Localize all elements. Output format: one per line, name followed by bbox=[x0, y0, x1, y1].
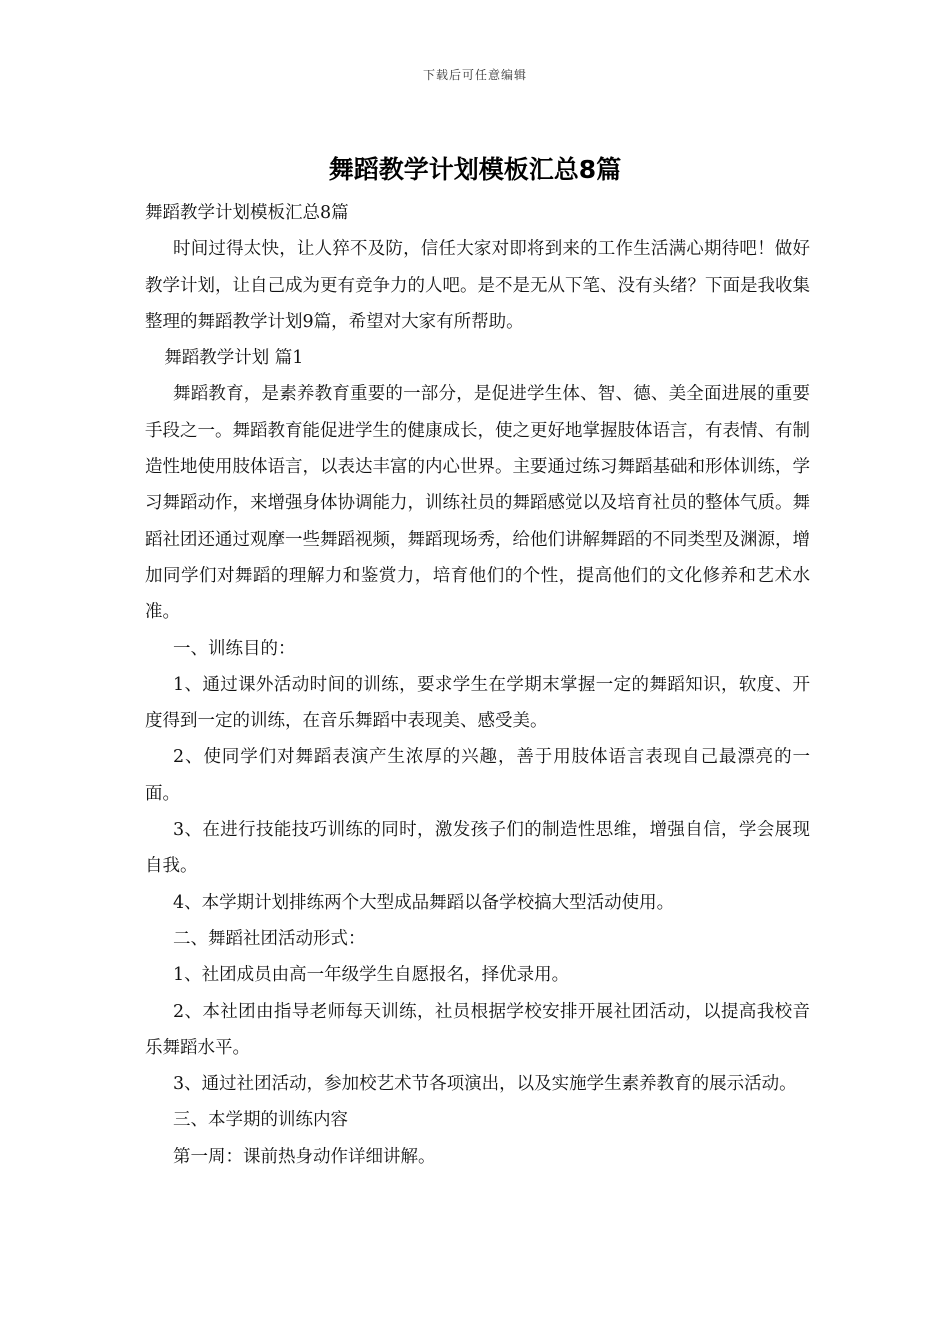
list-item: 2、本社团由指导老师每天训练，社员根据学校安排开展社团活动，以提高我校音乐舞蹈水平。 bbox=[145, 1001, 810, 1058]
intro-paragraph: 时间过得太快，让人猝不及防，信任大家对即将到来的工作生活满心期待吧！做好教学计划，让自己成为更有竞争力的人吧。是不是无从下笔、没有头绪？下面是我收集整理的舞蹈教学计划9篇，希望对大家有所帮助。 bbox=[145, 239, 810, 332]
list-item: 2、使同学们对舞蹈表演产生浓厚的兴趣，善于用肢体语言表现自己最漂亮的一面。 bbox=[145, 747, 810, 804]
section-heading-training-content: 三、本学期的训练内容 bbox=[173, 1110, 348, 1131]
list-item: 第一周：课前热身动作详细讲解。 bbox=[173, 1146, 436, 1167]
list-item: 3、通过社团活动，参加校艺术节各项演出，以及实施学生素养教育的展示活动。 bbox=[173, 1074, 797, 1095]
list-item: 3、在进行技能技巧训练的同时，激发孩子们的制造性思维，增强自信，学会展现自我。 bbox=[145, 820, 810, 877]
header-note: 下载后可任意编辑 bbox=[422, 68, 527, 82]
list-item: 4、本学期计划排练两个大型成品舞蹈以备学校搞大型活动使用。 bbox=[173, 892, 675, 913]
document-title: 舞蹈教学计划模板汇总8篇 bbox=[328, 155, 622, 184]
list-item: 1、通过课外活动时间的训练，要求学生在学期末掌握一定的舞蹈知识，软度、开度得到一定的训练，在音乐舞蹈中表现美、感受美。 bbox=[145, 674, 810, 732]
body-paragraph: 舞蹈教育，是素养教育重要的一部分，是促进学生体、智、德、美全面进展的重要手段之一。舞蹈教育能促进学生的健康成长，使之更好地掌握肢体语言，有表情、有制造性地使用肢体语言，以表达丰富的内心世界。主要通过练习舞蹈基础和形体训练，学习舞蹈动作，来增强身体协调能力，训练社员的舞蹈感觉以及培育社员的整体气质。舞蹈社团还通过观摩一些舞蹈视频，舞蹈现场秀，给他们讲解舞蹈的不同类型及渊源，增加同学们对舞蹈的理解力和鉴赏力，培育他们的个性，提高他们的文化修养和艺术水准。 bbox=[145, 384, 810, 623]
document-body bbox=[145, 195, 810, 1175]
subtitle-paragraph: 舞蹈教学计划模板汇总8篇 bbox=[145, 203, 349, 223]
section-heading-activity-form: 二、舞蹈社团活动形式： bbox=[173, 928, 366, 949]
section-heading-part1: 舞蹈教学计划 篇1 bbox=[164, 348, 304, 369]
section-heading-training-goals: 一、训练目的： bbox=[173, 638, 296, 659]
list-item: 1、社团成员由高一年级学生自愿报名，择优录用。 bbox=[173, 965, 570, 986]
